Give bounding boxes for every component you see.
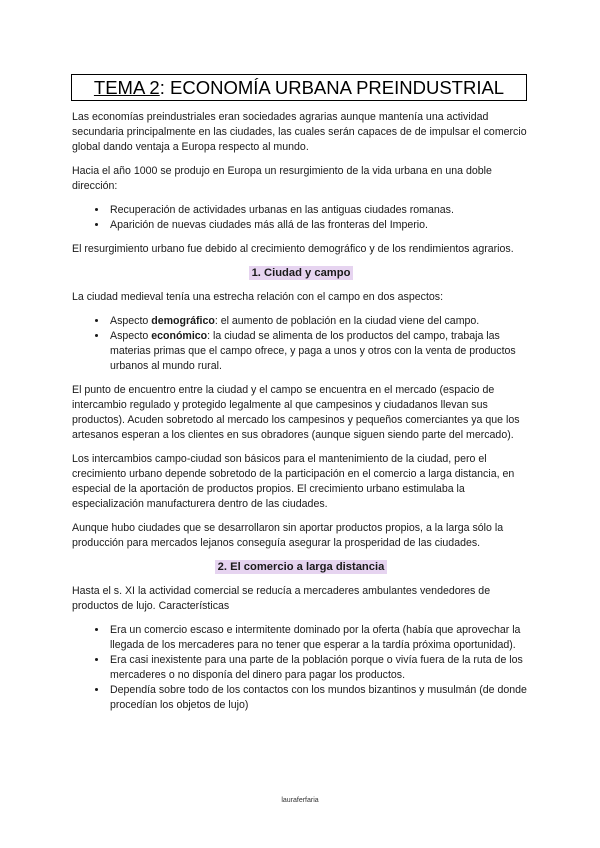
list-item: • Recuperación de actividades urbanas en las antiguas ciudades romanas. bbox=[108, 203, 530, 218]
section-1-paragraph-3: Los intercambios campo-ciudad son básicos para el mantenimiento de la ciudad, pero el crecimiento urbano depende sobretodo de la participación en el comercio a larga distancia, en especial de la aportación de productos propios. El crecimiento urbano estimulaba la especialización manufacturera dentro de las ciudades. bbox=[72, 453, 515, 510]
intro-paragraph-2: Hacia el año 1000 se produjo en Europa un resurgimiento de la vida urbana en una doble dirección: bbox=[72, 165, 492, 192]
section-1-heading-wrap bbox=[72, 266, 530, 281]
bullet-bold-term: demográfico bbox=[151, 315, 215, 327]
list-item: • Dependía sobre todo de los contactos con los mundos bizantinos y musulmán (de donde procedían los objetos de lujo) bbox=[108, 683, 530, 713]
intro-bullet-list bbox=[72, 203, 530, 233]
bullet-text: Aspecto bbox=[110, 330, 152, 342]
document-body bbox=[72, 110, 530, 722]
intro-paragraph-1: Las economías preindustriales eran sociedades agrarias aunque mantenía una actividad secundaria principalmente en las ciudades, las cuales serán capaces de de impulsar el comercio global dando ventaja a Europa respecto al mundo. bbox=[72, 111, 527, 153]
list-item: • Aparición de nuevas ciudades más allá de las fronteras del Imperio. bbox=[108, 218, 530, 233]
section-1-paragraph-4: Aunque hubo ciudades que se desarrollaron sin aportar productos propios, a la larga sólo la producción para mercados lejanos conseguía asegurar la prosperidad de las ciudades. bbox=[72, 522, 504, 549]
section-2-heading-wrap bbox=[72, 560, 530, 575]
intro-paragraph-3: El resurgimiento urbano fue debido al crecimiento demográfico y de los rendimientos agrarios. bbox=[72, 243, 514, 255]
section-1-bullet-list bbox=[72, 314, 530, 374]
list-item: • Era casi inexistente para una parte de la población porque o vivía fuera de la ruta de los mercaderes o no disponía del dinero para pagar los productos. bbox=[108, 653, 530, 683]
footer-author: lauraferfaria bbox=[281, 797, 319, 804]
list-item bbox=[108, 329, 530, 374]
title-box bbox=[71, 74, 527, 101]
section-2-bullet-list bbox=[72, 623, 530, 713]
bullet-text: : la ciudad se alimenta de los productos del campo, trabaja las materias primas que el campo ofrece, y paga a unos y otros con la venta de productos urbanos al mundo rural. bbox=[110, 330, 516, 372]
bullet-text: Aspecto bbox=[110, 315, 152, 327]
list-item bbox=[108, 314, 530, 329]
title-prefix: TEMA 2 bbox=[93, 77, 160, 98]
section-2-heading: 2. El comercio a larga distancia bbox=[215, 560, 388, 574]
section-1-paragraph-2: El punto de encuentro entre la ciudad y el campo se encuentra en el mercado (espacio de intercambio regulado y protegido legalmente al que campesinos y ciudadanos llevan sus productos). Acuden sobretodo al mercado los campesinos y pequeños comerciantes ya que los artesanos esperan a los clientes en sus obradores (aunque siguen siendo parte del mercado). bbox=[72, 384, 520, 441]
section-1-heading: 1. Ciudad y campo bbox=[249, 266, 354, 280]
list-item: • Era un comercio escaso e intermitente dominado por la oferta (había que aprovechar la llegada de los mercaderes para no tener que esperar a la tardía próxima oportunidad). bbox=[108, 623, 530, 653]
section-1-paragraph-1: La ciudad medieval tenía una estrecha relación con el campo en dos aspectos: bbox=[72, 291, 444, 303]
bullet-text: : el aumento de población en la ciudad viene del campo. bbox=[214, 315, 480, 327]
bullet-bold-term: económico bbox=[151, 330, 208, 342]
section-2-paragraph-1: Hasta el s. XI la actividad comercial se reducía a mercaderes ambulantes vendedores de productos de lujo. Características bbox=[72, 585, 491, 612]
title-rest: : ECONOMÍA URBANA PREINDUSTRIAL bbox=[159, 77, 505, 98]
